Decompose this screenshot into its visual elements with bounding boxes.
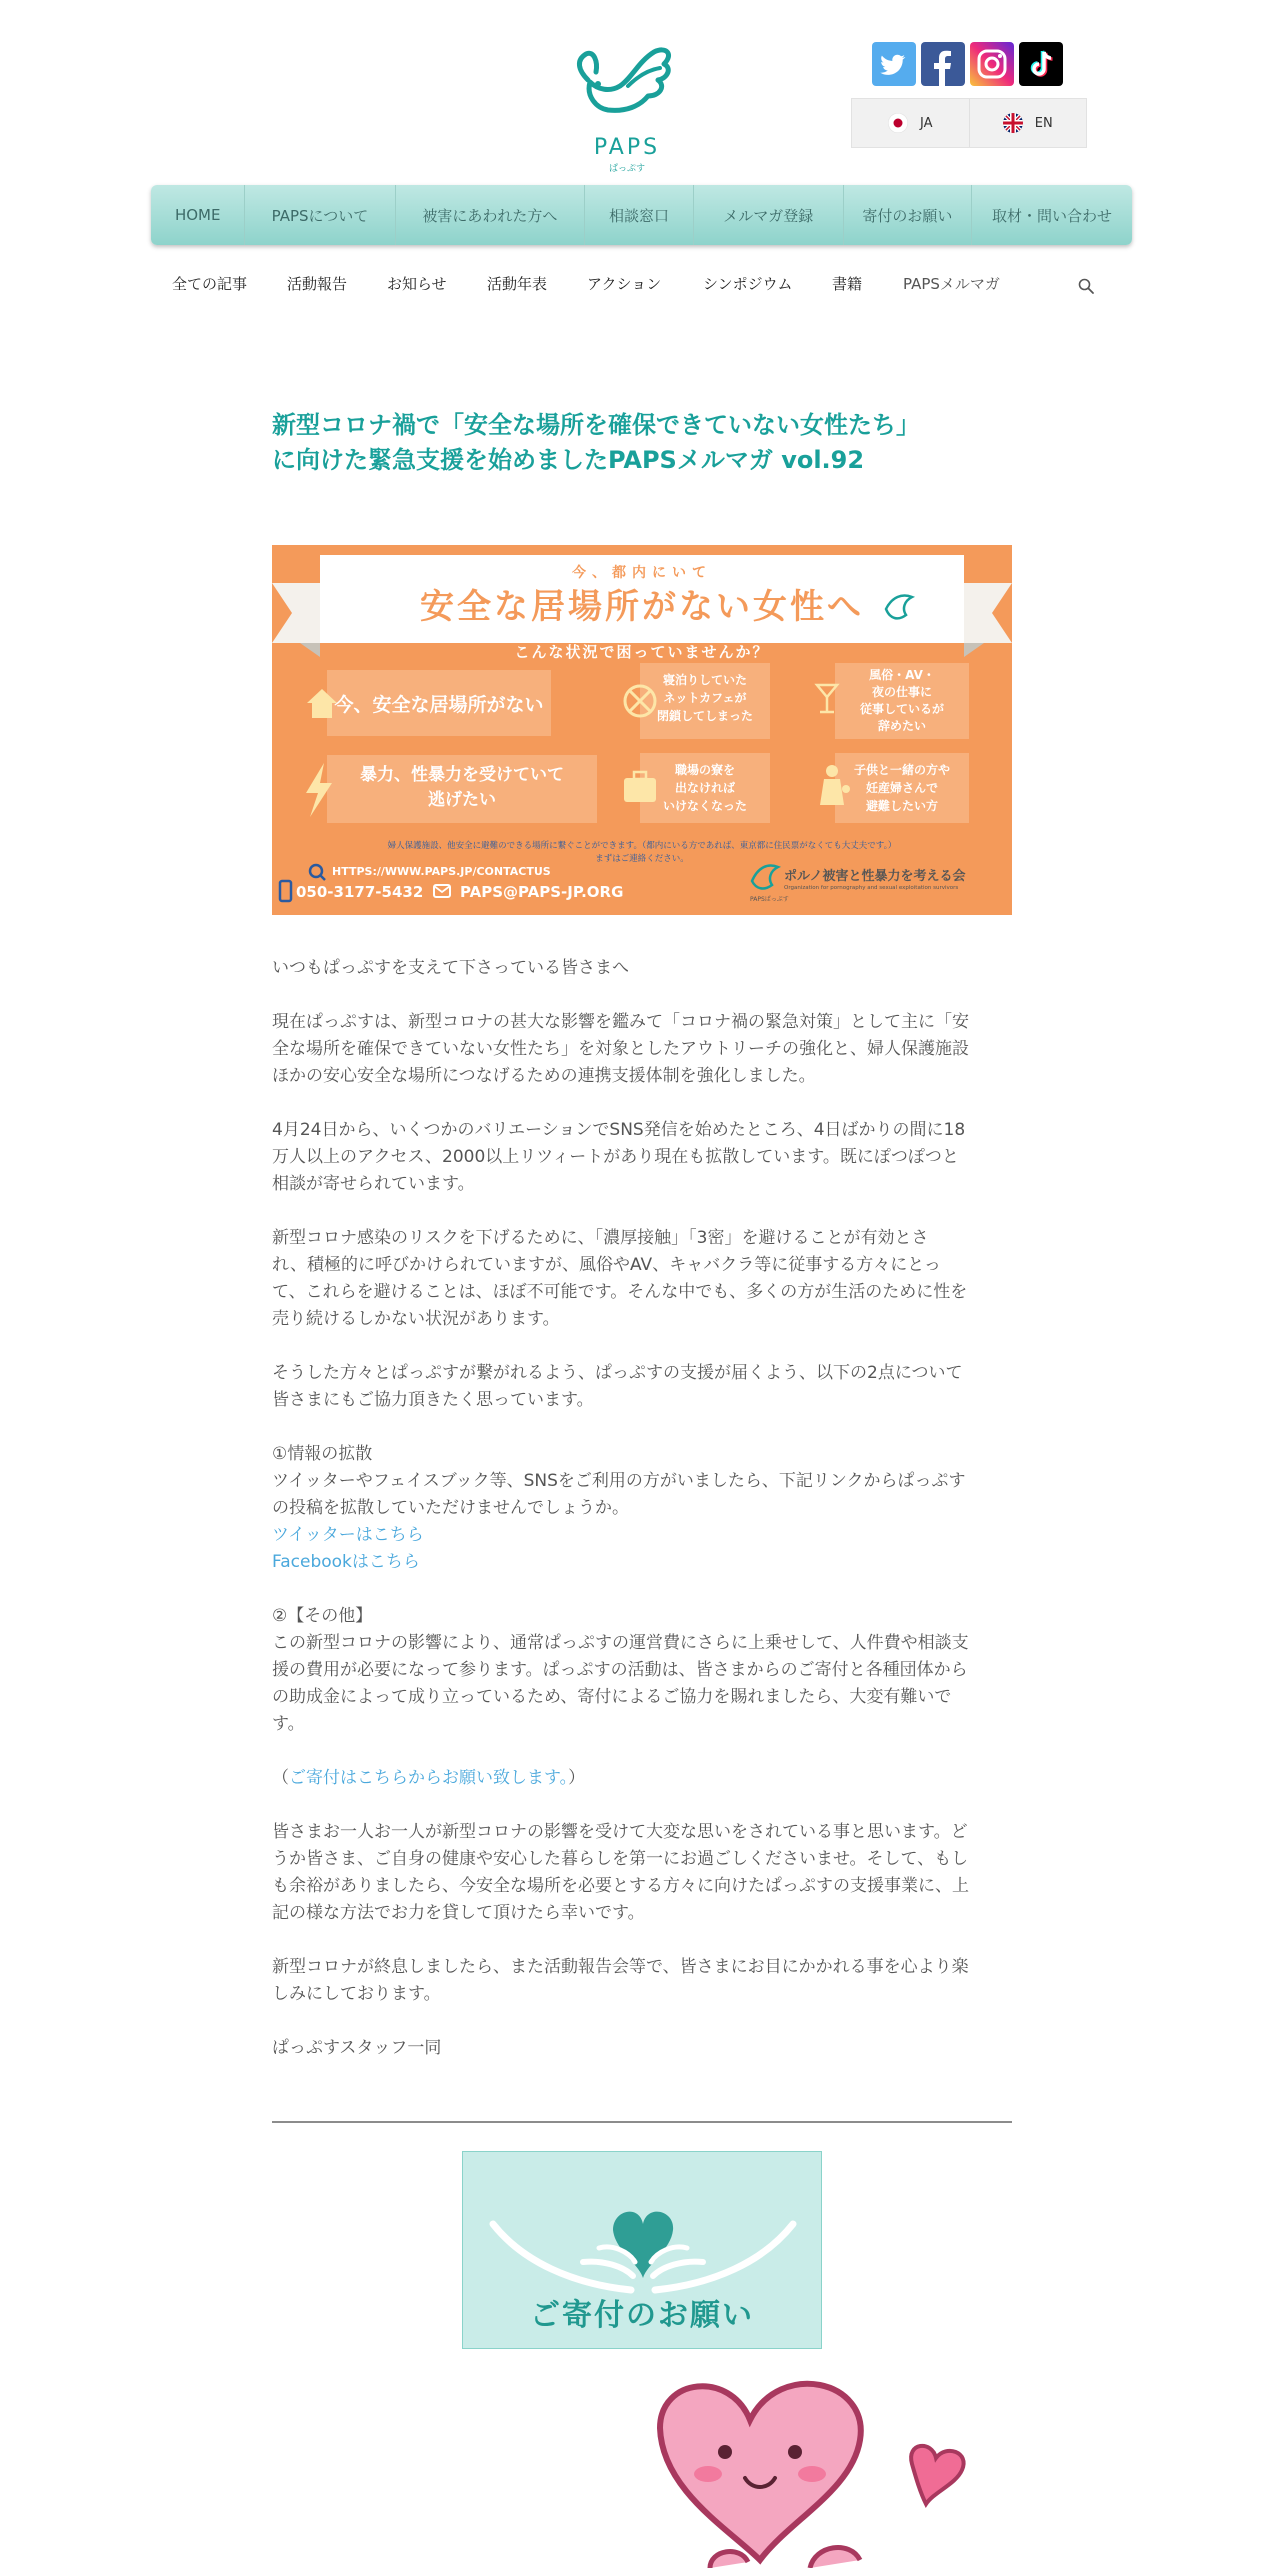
category-activity[interactable]: 活動報告	[287, 275, 348, 293]
donate-link[interactable]: ご寄付はこちらからお願い致します。	[289, 1768, 569, 1788]
nav-contact[interactable]: 取材・問い合わせ	[971, 185, 1132, 245]
paragraph-4	[272, 1360, 1012, 1414]
banner-box2	[640, 671, 770, 725]
banner-box6	[835, 761, 969, 815]
nav-donate[interactable]: 寄付のお願い	[843, 185, 971, 245]
section-2-line4: す。	[272, 1714, 305, 1734]
paragraph-1	[272, 1009, 1012, 1090]
banner-email: PAPS@PAPS-JP.ORG	[460, 883, 624, 901]
banner-box6-line1: 子供と一緒の方や	[853, 763, 950, 777]
instagram-link[interactable]	[970, 42, 1014, 86]
banner-org-small: PAPSぱっぷす	[750, 896, 789, 903]
paragraph-4-line1: そうした方々とぱっぷすが繋がれるよう、ぱっぷすの支援が届くよう、以下の2点について	[272, 1363, 963, 1383]
section-2-line3: の助成金によって成り立っているため、寄付によるご協力を賜れましたら、大変有難いで	[272, 1687, 952, 1707]
banner-box3-line2: 夜の仕事に	[871, 685, 932, 699]
category-books[interactable]: 書籍	[832, 275, 863, 293]
paragraph-3-line3: て、これらを避けることは、ほぼ不可能です。そんな中でも、多くの方が生活のために性を	[272, 1282, 968, 1302]
tiktok-icon	[1019, 42, 1063, 86]
section-2-line1: この新型コロナの影響により、通常ぱっぷすの運営費にさらに上乗せして、人件費や相談支	[272, 1633, 969, 1653]
twitter-link[interactable]	[872, 42, 916, 86]
banner-box1: 今、安全な居場所がない	[334, 694, 544, 716]
category-action[interactable]: アクション	[587, 275, 662, 293]
article-hero-banner	[272, 545, 1012, 915]
banner-note-line2: まずはご連絡ください。	[595, 854, 689, 864]
paragraph-2-line3: 相談が寄せられています。	[272, 1174, 475, 1194]
logo-text: PAPS	[593, 135, 661, 160]
banner-headline: 安全な居場所がない女性へ	[420, 587, 864, 627]
heart-character-icon	[630, 2370, 1010, 2568]
donate-open-paren: （	[272, 1768, 289, 1788]
banner-box5-line1: 職場の寮を	[674, 763, 735, 777]
magnifier-icon	[310, 865, 325, 880]
banner-box5	[640, 761, 770, 815]
paragraph-1-line3: ほかの安心安全な場所につなげるための連携支援体制を強化しました。	[272, 1066, 816, 1086]
section-2	[272, 1603, 1012, 1738]
nav-home[interactable]: HOME	[174, 206, 221, 224]
banner-phone: 050-3177-5432	[296, 883, 424, 901]
language-selector	[851, 98, 1087, 148]
article-title-line1: 新型コロナ禍で「安全な場所を確保できていない女性たち」	[272, 411, 920, 439]
banner-org-en: Organization for pornography and sexual exploitation survivors	[784, 885, 959, 891]
lang-ja[interactable]	[852, 99, 969, 147]
search-icon[interactable]	[1077, 277, 1095, 295]
paragraph-1-line1: 現在ぱっぷすは、新型コロナの甚大な影響を鑑みて「コロナ禍の緊急対策」として主に「安	[272, 1012, 969, 1032]
donate-line	[272, 1765, 1012, 1792]
paragraph-6-line1: 新型コロナが終息しましたら、また活動報告会等で、皆さまにお目にかかれる事を心より楽	[272, 1957, 969, 1977]
instagram-icon	[970, 42, 1014, 86]
section-1	[272, 1441, 1012, 1576]
section-1-line1: ツイッターやフェイスブック等、SNSをご利用の方がいましたら、下記リンクからぱっぷす	[272, 1471, 966, 1491]
bird-logo-icon	[752, 866, 778, 889]
article-body	[272, 955, 1012, 2089]
paragraph-5-line4: 記の様な方法でお力を貸して頂けたら幸いです。	[272, 1903, 645, 1923]
lang-en-label: EN	[1034, 115, 1053, 131]
tiktok-link[interactable]	[1019, 42, 1063, 86]
uk-flag-icon	[1003, 113, 1023, 133]
facebook-link[interactable]	[921, 42, 965, 86]
nav-about[interactable]: PAPSについて	[244, 185, 394, 245]
paragraph-5-line1: 皆さまお一人お一人が新型コロナの影響を受けて大変な思いをされている事と思います。ど	[272, 1822, 968, 1842]
paragraph-1-line2: 全な場所を確保できていない女性たち」を対象としたアウトリーチの強化と、婦人保護施設	[272, 1039, 969, 1059]
article-title	[272, 408, 1012, 478]
paragraph-3-line2: れ、積極的に呼びかけられていますが、風俗やAV、キャバクラ等に従事する方々にとっ	[272, 1255, 941, 1275]
banner-box4-line1: 暴力、性暴力を受けていて	[360, 765, 564, 785]
paragraph-5-line2: うか皆さま、ご自身の健康や安心した暮らしを第一にお過ごしくださいませ。そして、もし	[272, 1849, 969, 1869]
paragraph-3	[272, 1225, 1012, 1333]
category-newsletter[interactable]: PAPSメルマガ	[903, 275, 1000, 293]
mail-icon	[434, 885, 450, 897]
paragraph-3-line4: 売り続けるしかない状況があります。	[272, 1309, 560, 1329]
banner-org-name: ポルノ被害と性暴力を考える会	[784, 869, 966, 884]
paragraph-6	[272, 1954, 1012, 2008]
banner-box6-line2: 妊産婦さんで	[865, 781, 938, 795]
phone-icon	[280, 881, 291, 901]
section-2-line2: 援の費用が必要になって参ります。ぱっぷすの活動は、皆さまからのご寄付と各種団体から	[272, 1660, 968, 1680]
category-symposium[interactable]: シンポジウム	[703, 275, 793, 293]
banner-kicker: 今、都内にいて	[572, 565, 712, 581]
banner-box5-line2: 出なければ	[674, 781, 735, 795]
nav-victims[interactable]: 被害にあわれた方へ	[395, 185, 585, 245]
category-all[interactable]: 全ての記事	[172, 275, 248, 293]
signature: ぱっぷすスタッフ一同	[272, 2038, 442, 2058]
paragraph-4-line2: 皆さまにもご協力頂きたく思っています。	[272, 1390, 594, 1410]
section-2-heading: ②【その他】	[272, 1606, 373, 1626]
paragraph-5-line3: も余裕がありましたら、今安全な場所を必要とする方々に向けたぱっぷすの支援事業に、上	[272, 1876, 969, 1896]
paragraph-3-line1: 新型コロナ感染のリスクを下げるために、「濃厚接触」「3密」を避けることが有効とさ	[272, 1228, 929, 1248]
dove-icon	[568, 40, 686, 140]
banner-box2-line2: ネットカフェが	[663, 691, 747, 705]
twitter-share-link[interactable]: ツイッターはこちら	[272, 1525, 424, 1545]
banner-box5-line3: いけなくなった	[662, 799, 747, 813]
article-divider	[272, 2121, 1012, 2123]
main-nav	[151, 185, 1132, 245]
japan-flag-icon	[888, 113, 908, 133]
lang-en[interactable]	[969, 99, 1087, 147]
banner-box3-line1: 風俗・AV・	[869, 668, 935, 682]
paragraph-2-line2: 万人以上のアクセス、2000以上リツィートがあり現在も拡散しています。既にぽつぽつと	[272, 1147, 959, 1167]
lang-ja-label: JA	[920, 115, 933, 131]
banner-box3-line3: 従事しているが	[859, 702, 944, 716]
facebook-icon	[921, 42, 965, 86]
banner-box3-line4: 辞めたい	[877, 719, 926, 733]
facebook-share-link[interactable]: Facebookはこちら	[272, 1552, 420, 1572]
donate-close-paren: ）	[568, 1768, 586, 1788]
banner-note	[292, 840, 992, 866]
section-1-heading: ①情報の拡散	[272, 1444, 373, 1464]
banner-box6-line3: 避難したい方	[865, 799, 938, 813]
banner-note-line1: 婦人保護施設、他安全に避難のできる場所に繋ぐことができます。（都内にいる方であれば、東京都に住民票がなくても大丈夫です。）	[387, 841, 897, 851]
banner-box4-line2: 逃げたい	[428, 790, 496, 810]
paragraph-5	[272, 1819, 1012, 1927]
banner-box3	[835, 667, 969, 735]
cocktail-icon	[817, 685, 837, 712]
logo-subtext: ぱっぷす	[608, 164, 645, 174]
banner-box2-line1: 寝泊りしていた	[662, 673, 747, 687]
banner-url: HTTPS://WWW.PAPS.JP/CONTACTUS	[332, 865, 551, 878]
nav-consultation[interactable]: 相談窓口	[584, 185, 692, 245]
section-1-line2: の投稿を拡散していただけませんでしょうか。	[272, 1498, 629, 1518]
paragraph-6-line2: しみにしております。	[272, 1984, 441, 2004]
banner-box2-line3: 閉鎖してしまった	[656, 709, 753, 723]
twitter-icon	[872, 42, 916, 86]
paragraph-2-line1: 4月24日から、いくつかのバリエーションでSNS発信を始めたところ、4日ばかりの間に18	[272, 1120, 966, 1140]
category-chronology[interactable]: 活動年表	[487, 275, 548, 293]
donate-banner-label: ご寄付のお願い	[530, 2298, 754, 2333]
category-news[interactable]: お知らせ	[387, 275, 447, 293]
banner-question: こんな状況で困っていませんか？	[514, 643, 770, 661]
nav-newsletter[interactable]: メルマガ登録	[693, 185, 843, 245]
banner-box4	[327, 763, 597, 813]
greeting: いつもぱっぷすを支えて下さっている皆さまへ	[272, 958, 629, 978]
paragraph-2	[272, 1117, 1012, 1198]
article-title-line2: に向けた緊急支援を始めましたPAPSメルマガ vol.92	[272, 446, 865, 474]
